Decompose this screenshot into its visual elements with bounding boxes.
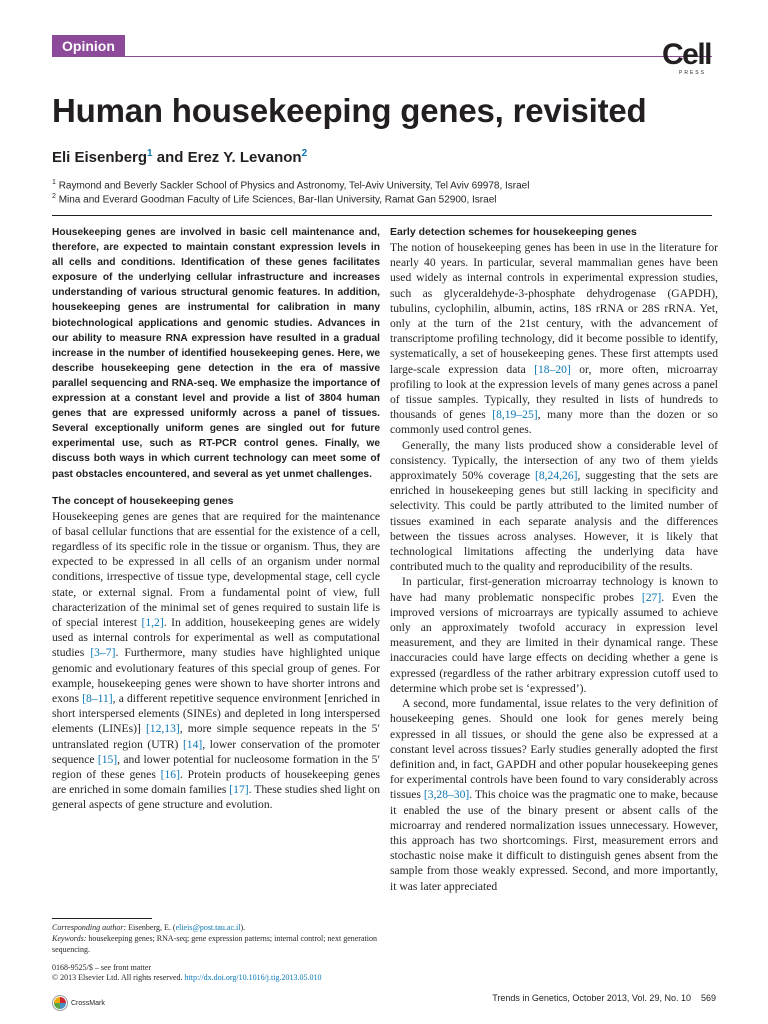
- footnote-text: housekeeping genes; RNA-seq; gene expression patterns; internal control; next generation sequencing.: [52, 934, 377, 954]
- section-heading: Early detection schemes for housekeeping genes: [390, 226, 637, 238]
- affiliation: [52, 193, 497, 205]
- keywords-note: [52, 933, 382, 955]
- affiliation-text: Mina and Everard Goodman Faculty of Life Sciences, Bar-Ilan University, Ramat Gan 52900, Israel: [58, 194, 497, 206]
- text-run: , many more than the dozen or so commonly used control genes.: [390, 408, 718, 437]
- affiliation-marker: 2: [52, 193, 56, 200]
- section-label: Opinion: [52, 35, 125, 57]
- footnote-text: © 2013 Elsevier Ltd. All rights reserved.: [52, 973, 185, 982]
- body-paragraph: [390, 438, 718, 575]
- author-joiner: and: [152, 149, 188, 166]
- text-run: . This choice was the pragmatic one to make, because it enabled the use of the binary present or absent calls of the microarray and rendered normalization issues unnecessary. However, this approach has two shortcomings. First, measurement errors and stochastic noise make it difficult to distinguish genes absent from the sample from those weakly expressed. Second, and more importantly, it was later appreciated: [390, 788, 718, 893]
- crossmark-label: CrossMark: [71, 999, 105, 1007]
- affiliation-text: Raymond and Beverly Sackler School of Physics and Astronomy, Tel-Aviv University, Tel Aviv 69978, Israel: [58, 180, 530, 192]
- citation-link[interactable]: [12,13]: [145, 722, 180, 736]
- text-run: , suggesting that the sets are enriched in housekeeping genes but still lacking in specificity and selectivity. This could be partly attributed to the limited number of tissues examined in each separate analysis and the differences between the tissues across analyses. However, it is likely that technological limitations affecting the underlying data have contributed much to the quality and reproducibility of the results.: [390, 469, 718, 574]
- citation-link[interactable]: [14]: [182, 737, 203, 751]
- body-paragraph: [390, 696, 718, 894]
- author-affil-marker[interactable]: 1: [147, 148, 153, 159]
- citation-link[interactable]: [8,19–25]: [492, 408, 538, 422]
- section-heading: The concept of housekeeping genes: [52, 494, 234, 507]
- text-run: . In addition, housekeeping genes are widely used as internal controls for experimental as well as computational studies: [52, 616, 380, 660]
- affiliation-marker: 1: [52, 179, 56, 186]
- footnote-label: Keywords:: [52, 934, 87, 943]
- text-run: , and lower potential for nucleosome formation in the 5′ region of these genes: [52, 752, 380, 782]
- text-run: In particular, first-generation microarray technology is known to have had many problematic nonspecific probes: [390, 575, 718, 604]
- copyright-note: [52, 972, 382, 983]
- citation-link[interactable]: [8,24,26]: [535, 469, 578, 483]
- citation-link[interactable]: [15]: [97, 752, 118, 766]
- body-paragraph: [390, 574, 718, 696]
- text-run: . Protein products of housekeeping genes are enriched in some domain families: [52, 768, 380, 797]
- citation-link[interactable]: [3–7]: [90, 646, 116, 660]
- author-line: [52, 148, 307, 166]
- author-name: Erez Y. Levanon: [187, 149, 302, 166]
- citation-link[interactable]: [1,2]: [141, 616, 164, 630]
- body-paragraph: [390, 240, 718, 438]
- article-title: Human housekeeping genes, revisited: [52, 92, 647, 129]
- text-run: , a different repetitive sequence environment [enriched in short interspersed elements (SINEs) and depleted in long interspersed elements (LINEs)]: [52, 692, 380, 736]
- page-footer: [492, 993, 716, 1003]
- email-link[interactable]: elieis@post.tau.ac.il: [175, 923, 241, 932]
- doi-link[interactable]: http://dx.doi.org/10.1016/j.tig.2013.05.010: [184, 973, 322, 982]
- citation-link[interactable]: [16]: [160, 768, 180, 782]
- journal-citation: Trends in Genetics, October 2013, Vol. 29, No. 10: [492, 993, 691, 1003]
- body-paragraph: [52, 509, 380, 813]
- issn-note: 0168-9525/$ – see front matter: [52, 963, 152, 972]
- text-run: . Furthermore, many studies have highlighted unique genomic and evolutionary features of this special group of genes. For example, housekeeping genes were shown to have shorter introns and exons: [52, 646, 380, 706]
- text-run: or, more often, microarray profiling to look at the expression levels of many genes across a panel of tissue samples. Typically, they resulted in lists of hundreds to thousands of genes: [390, 362, 718, 422]
- text-run: , lower conservation of the promoter sequence: [52, 737, 381, 766]
- author-affil-marker[interactable]: 2: [301, 148, 308, 159]
- author-name: Eli Eisenberg: [52, 149, 148, 166]
- footnote-text: Eisenberg, E. (: [126, 923, 176, 932]
- citation-link[interactable]: [17]: [229, 783, 249, 797]
- footnote-text: ).: [240, 923, 246, 932]
- text-run: Housekeeping genes are genes that are required for the maintenance of basal cellular functions that are essential for the existence of a cell, regardless of its specific role in the tissue or organism. Thus, they are expected to be expressed in all cells of an organism under normal conditions, irrespective of tissue type, developmental stage, cell cycle state, or external signal. From a fundamental point of view, full characterization of the minimal set of genes required to sustain life is of special interest: [52, 509, 380, 630]
- text-run: A second, more fundamental, issue relates to the very definition of housekeeping genes. Should one look for genes merely being expressed in all tissues, or should the gene also be expressed at a constant level across tissues? Early studies generally adopted the first definition and, in fact, GAPDH and other popular housekeeping genes for experimental controls have been found to vary considerably across tissues: [390, 697, 718, 802]
- cell-press-sublogo: PRESS: [679, 70, 706, 76]
- crossmark-badge[interactable]: [52, 995, 105, 1011]
- text-run: , more simple sequence repeats in the 5′ untranslated region (UTR): [52, 722, 380, 751]
- citation-link[interactable]: [8–11]: [82, 692, 113, 706]
- page-number: 569: [700, 993, 716, 1003]
- text-run: The notion of housekeeping genes has been in use in the literature for nearly 40 years. In particular, several mammalian genes have been used widely as internal controls in experimental expression studies, such as glyceraldehyde-3-phosphate dehydrogenase (GAPDH), tubulins, cyclophilin, albumin, actins, 18S rRNA or 28S rRNA. Yet, only at the turn of the 21st century, with the advancement of transcriptome profiling technology, did it become possible to identify, systematically, a set of housekeeping genes. These first attempts used large-scale expression data: [390, 241, 718, 376]
- text-run: Generally, the many lists produced show a considerable level of consistency. Typically, the intersection of any two of them yields approximately 50% coverage: [390, 438, 718, 483]
- affiliation-rule: [52, 215, 712, 216]
- footnote-rule: [52, 918, 152, 919]
- text-run: . Even the improved versions of microarrays are typically assumed to achieve only an approximately twofold accuracy in expression level measurement, and they are limited in their dynamical range. These inaccuracies could have large effects on deciding whether a gene is expressed (regardless of the rather arbitrary expression cutoff used to determine which probe set is ‘expressed’).: [390, 590, 718, 695]
- citation-link[interactable]: [3,28–30]: [423, 788, 470, 802]
- header-rule: [52, 56, 712, 57]
- citation-link[interactable]: [27]: [641, 590, 662, 604]
- crossmark-icon: [52, 995, 68, 1011]
- citation-link[interactable]: [18–20]: [534, 362, 571, 376]
- left-column: [52, 225, 380, 813]
- cell-press-logo: Cell: [662, 38, 712, 71]
- affiliation: [52, 179, 529, 191]
- corresponding-author-note: [52, 922, 382, 933]
- right-column: [390, 225, 718, 894]
- abstract: Housekeeping genes are involved in basic cell maintenance and, therefore, are expected to maintain constant expression levels in all cells and conditions. Identification of these genes facilitates exposure of the underlying cellular infrastructure and increases understanding of various structural genomic features. In addition, housekeeping genes are instrumental for calibration in many biotechnological applications and genomic studies. Advances in our ability to measure RNA expression have resulted in a gradual increase in the number of identified housekeeping genes. Here, we describe housekeeping gene detection in the era of massive parallel sequencing and RNA-seq. We emphasize the importance of expression at a constant level and provide a list of 3804 human genes that are expressed uniformly across a panel of tissues. Several exceptionally uniform genes are singled out for future experimental use, such as RT-PCR control genes. Finally, we discuss both ways in which current technology can meet some of past obstacles encountered, and several as yet unmet challenges.: [52, 227, 380, 480]
- text-run: . These studies shed light on general aspects of gene structure and evolution.: [52, 783, 380, 812]
- footnote-label: Corresponding author:: [52, 923, 127, 932]
